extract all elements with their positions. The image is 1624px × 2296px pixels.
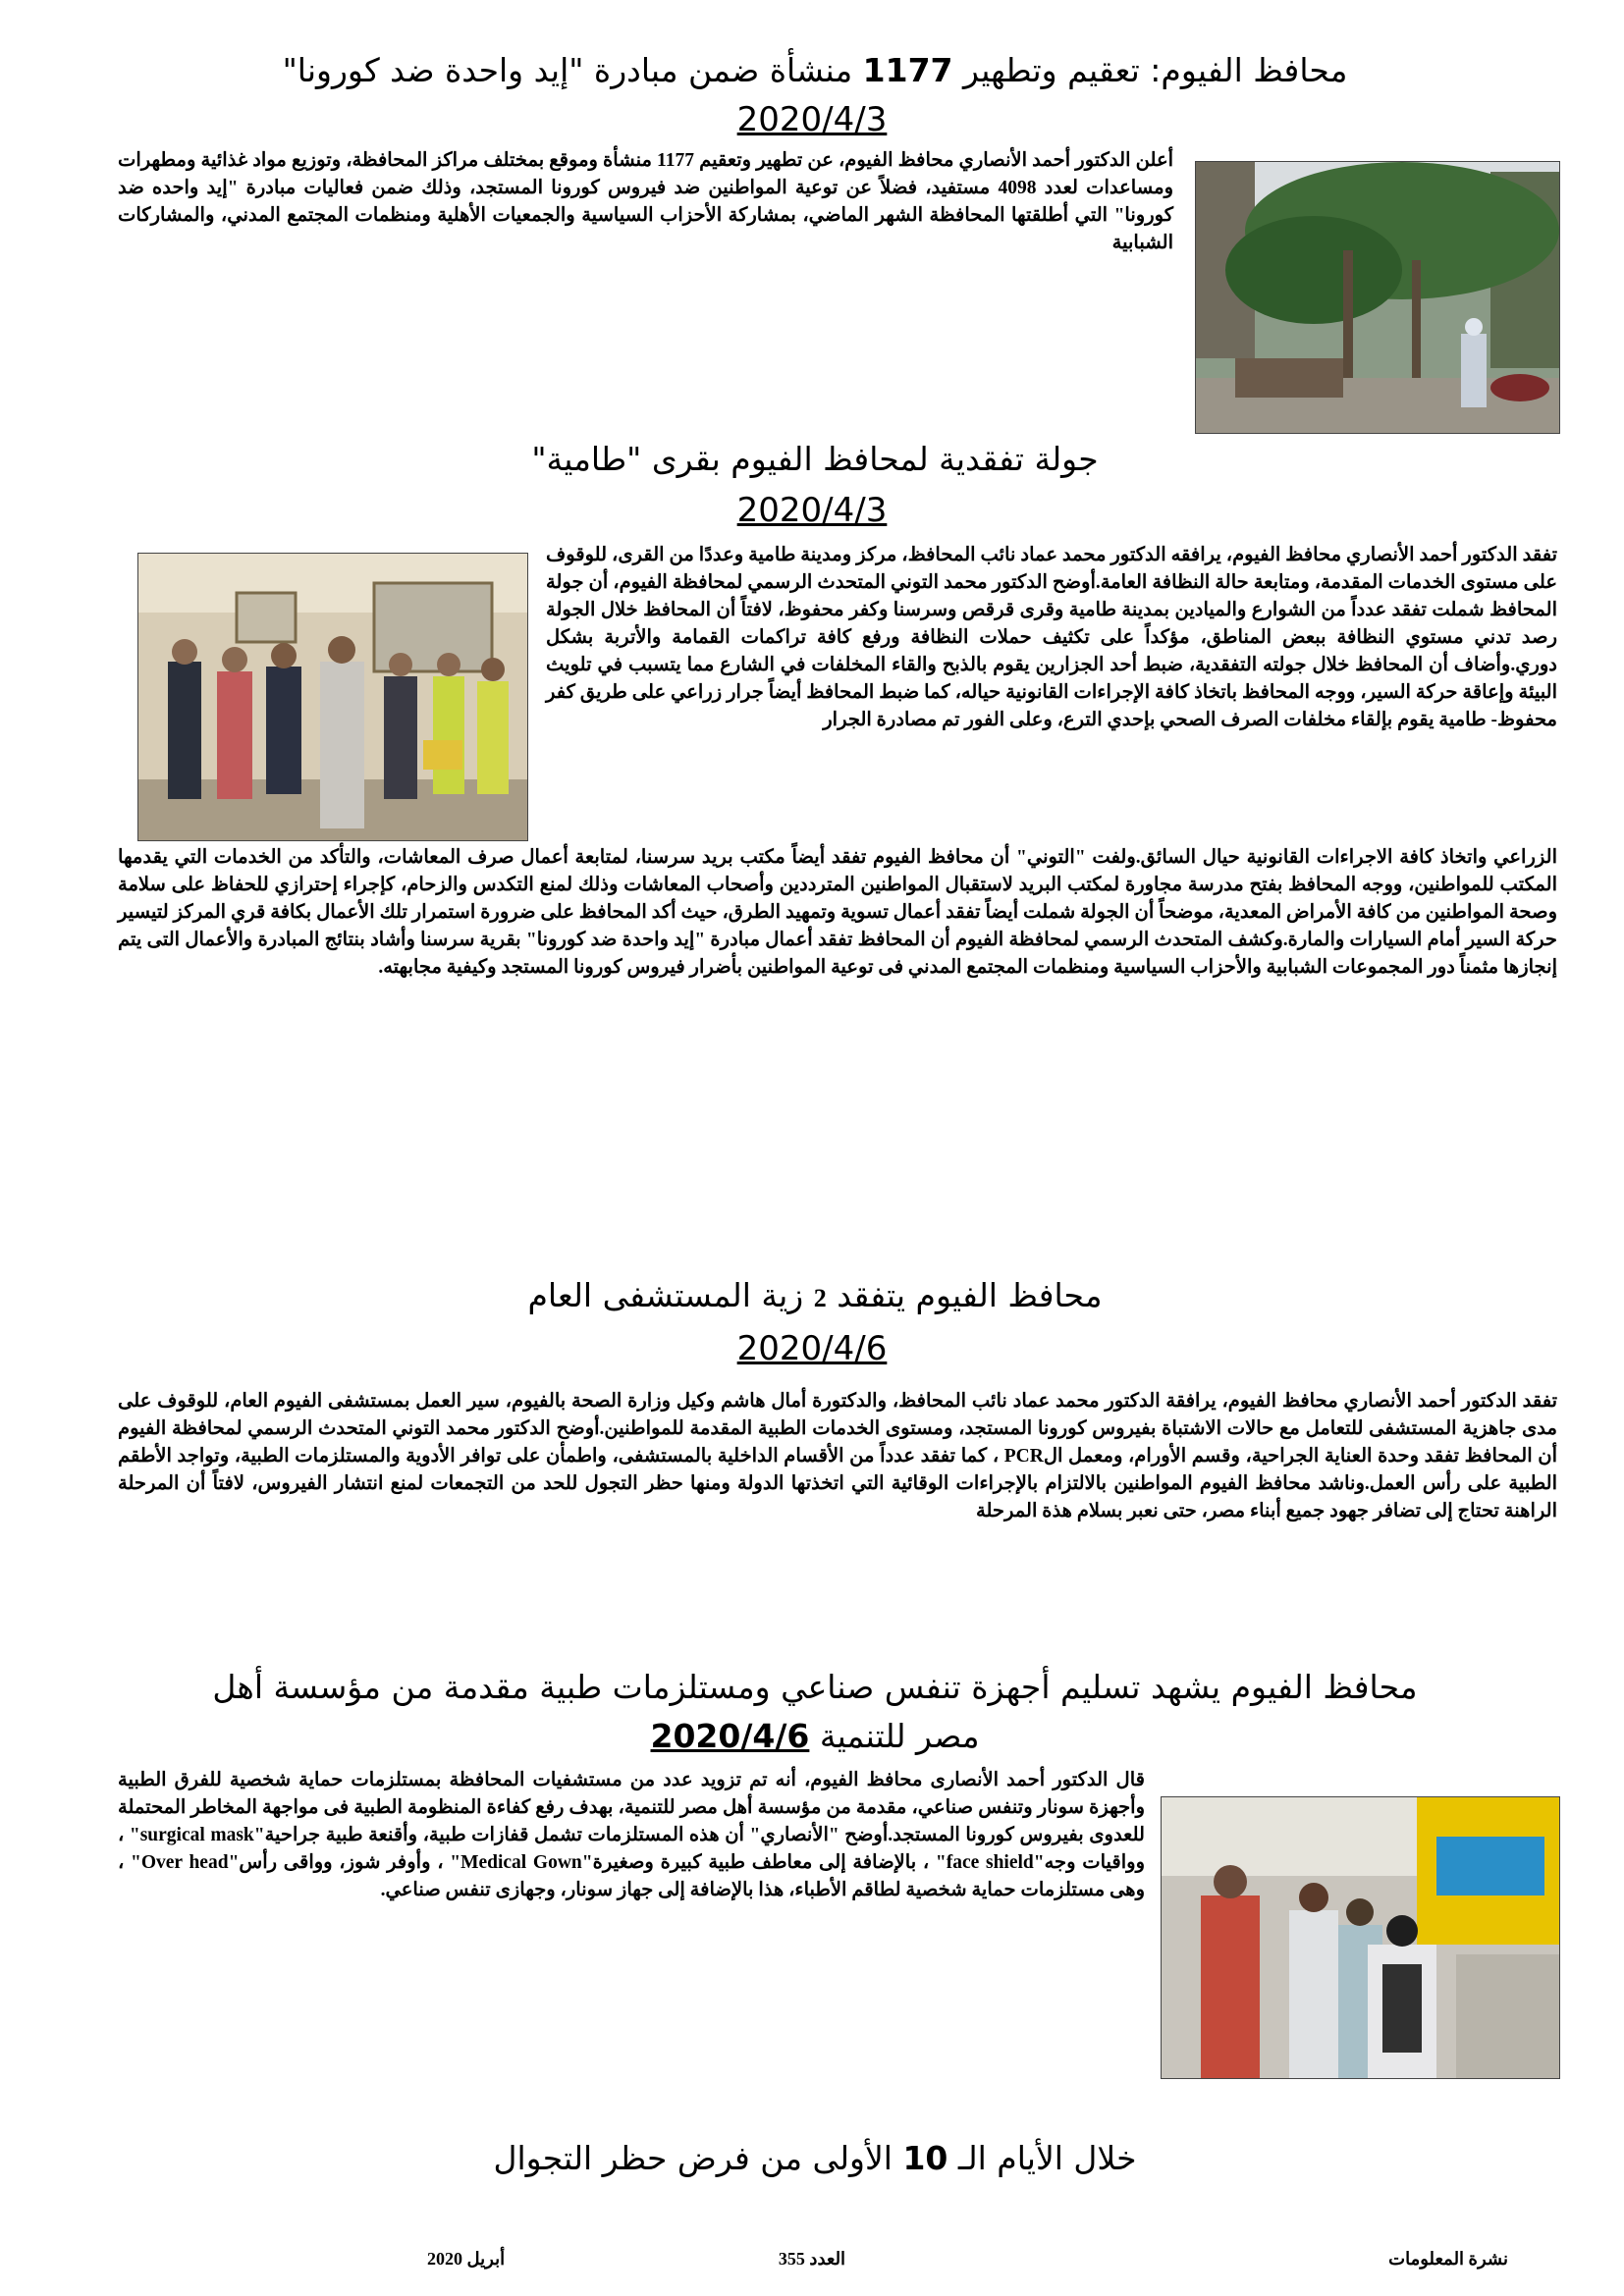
- article-3-title: [118, 1272, 1512, 1322]
- article-1-title-pre: محافظ الفيوم: تعقيم وتطهير: [952, 51, 1348, 89]
- article-1-title: [118, 47, 1512, 94]
- article-1-title-number: 1177: [862, 51, 953, 89]
- footer-issue: العدد 355: [778, 2249, 846, 2269]
- article-3-title-post: زية المستشفى العام: [527, 1276, 804, 1314]
- article-1-title-post: منشأة ضمن مبادرة "إيد واحدة ضد كورونا": [282, 51, 863, 89]
- article-4-photo: [1161, 1796, 1560, 2079]
- article-3-date: 2020/4/6: [736, 1329, 888, 1368]
- article-5-title: [118, 2135, 1512, 2182]
- article-4-title-line1: محافظ الفيوم يشهد تسليم أجهزة تنفس صناعي ومستلزمات طبية مقدمة من مؤسسة أهل: [212, 1668, 1418, 1706]
- footer-publication: نشرة المعلومات: [1388, 2249, 1508, 2269]
- article-3-body: تفقد الدكتور أحمد الأنصاري محافظ الفيوم، يرافقة الدكتور محمد عماد نائب المحافظ، والدكتورة أمال هاشم وكيل وزارة الصحة بالفيوم، سير العمل بمستشفى الفيوم العام، للوقوف على مدى جاهزية المستشفى للتعامل مع حالات الاشتباة بفيروس كورونا المستجد، ومستوى الخدمات الطبية المقدمة للمواطنين.أوضح الدكتور محمد التوني المتحدث الرسمي لمحافظة الفيوم أن المحافظ تفقد وحدة العناية الجراحية، وقسم الأورام، ومعمل الPCR ، كما تفقد عدداً من الأقسام الداخلية بالمستشفى، واطمأن على توافر الأدوية والمستلزمات الطبية، وتواجد الأطقم الطبية على رأس العمل.وناشد محافظ الفيوم المواطنين بالالتزام بالإجراءات الوقائية التي اتخذتها الدولة ومنها حظر التجول للحد من التجمعات لمنع انتشار الفيروس، لافتاً أن المرحلة الراهنة تحتاج إلى تضافر جهود جميع أبناء مصر، حتى نعبر بسلام هذة المرحلة: [118, 1391, 1558, 1522]
- article-2-title: جولة تفقدية لمحافظ الفيوم بقرى "طامية": [531, 440, 1099, 478]
- article-3-title-number: 2: [813, 1284, 827, 1312]
- article-4-date: 2020/4/6: [650, 1717, 810, 1755]
- article-3-title-pre: محافظ الفيوم يتفقد: [837, 1276, 1103, 1314]
- article-2-body-wrapped: تفقد الدكتور أحمد الأنصاري محافظ الفيوم، يرافقه الدكتور محمد عماد نائب المحافظ، مركز ومدينة طامية وعددًا من القرى، للوقوف على مستوى الخدمات المقدمة، ومتابعة حالة النظافة العامة.أوضح الدكتور محمد التوني المتحدث الرسمي لمحافظة الفيوم، أن جولة المحافظ شملت تفقد عدداً من الشوارع والميادين بمدينة طامية وقرى قرقص وسرسنا وكفر محفوظ، لافتاً أن المحافظ خلال الجولة رصد تدني مستوي النظافة ببعض المناطق، مؤكداً على تكثيف حملات النظافة ورفع كافة تراكمات القمامة والأتربة بشكل دوري.وأضاف أن المحافظ خلال جولته التفقدية، ضبط أحد الجزارين يقوم بالذبح والقاء المخلفات في الشارع مما يتسبب في تلويث البيئة وإعاقة حركة السير، ووجه المحافظ باتخاذ كافة الإجراءات القانونية حياله، كما ضبط المحافظ أيضاً جرار زراعي على طريق كفر محفوظ- طامية يقوم بإلقاء مخلفات الصرف الصحي بإحدي الترع، وعلى الفور تم مصادرة الجرار: [546, 545, 1557, 730]
- article-4-title-line2: [118, 1713, 1512, 1760]
- article-2-photo: [137, 553, 528, 841]
- article-4-title-line2-text: مصر للتنمية: [819, 1717, 980, 1755]
- footer-month: أبريل 2020: [427, 2249, 506, 2269]
- article-5-title-pre: خلال الأيام الـ: [947, 2139, 1137, 2177]
- article-1-body: أعلن الدكتور أحمد الأنصاري محافظ الفيوم، عن تطهير وتعقيم 1177 منشأة وموقع بمختلف مراكز المحافظة، وتوزيع مواد غذائية ومطهرات ومساعدات لعدد 4098 مستفيد، فضلاً عن توعية المواطنين ضد فيروس كورونا المستجد، وذلك ضمن فعاليات مبادرة "إيد واحده ضد كورونا" التي أطلقتها المحافظة الشهر الماضي، بمشاركة الأحزاب السياسية والجمعيات الأهلية ومنظمات المجتمع المدني، والمشاركات الشبابية: [118, 150, 1173, 253]
- article-1-date: 2020/4/3: [736, 100, 888, 139]
- article-4-body: قال الدكتور أحمد الأنصارى محافظ الفيوم، أنه تم تزويد عدد من مستشفيات المحافظة بمستلزمات حماية شخصية للفرق الطبية وأجهزة سونار وتنفس صناعي، مقدمة من مؤسسة أهل مصر للتنمية، بهدف رفع كفاءة المنظومة الطبية فى مواجهة المخاطر المحتملة للعدوى بفيروس كورونا المستجد.أوضح "الأنصاري" أن هذه المستلزمات تشمل قفازات طبية، وأقنعة طبية جراحية"surgical mask" ، وواقيات وجه"face shield" ، بالإضافة إلى معاطف طبية كبيرة وصغيرة"Medical Gown" ، وأوفر شوز، وواقى رأس"Over head" ، وهى مستلزمات حماية شخصية لطاقم الأطباء، هذا بالإضافة إلى جهاز سونار، وجهازى تنفس صناعي.: [118, 1770, 1145, 1900]
- article-2-body-full: الزراعي واتخاذ كافة الاجراءات القانونية حيال السائق.ولفت "التوني" أن محافظ الفيوم تفقد أيضاً مكتب بريد سرسنا، لمتابعة أعمال صرف المعاشات، والتأكد من الخدمات التي يقدمها المكتب للمواطنين، ووجه المحافظ بفتح مدرسة مجاورة لمكتب البريد لاستقبال المواطنين المترددين وأصحاب المعاشات وذلك لمنع التكدس والزحام، كإجراء إحترازي للحفاظ على سلامة وصحة المواطنين من كافة الأمراض المعدية، موضحاً أن الجولة شملت أيضاً تفقد أعمال تسوية وتمهيد الطرق، حيث أكد المحافظ على ضرورة استمرار تلك الأعمال بكافة قري المركز لتيسير حركة السير أمام السيارات والمارة.وكشف المتحدث الرسمي لمحافظة الفيوم أن المحافظ تفقد أعمال مبادرة "إيد واحدة ضد كورونا" بقرية سرسنا وأشاد بنتائج المبادرة والأعمال التى يتم إنجازها مثمناً دور المجموعات الشبابية والأحزاب السياسية ومنظمات المجتمع المدني فى توعية المواطنين بأضرار فيروس كورونا المستجد وكيفية مجابهته.: [118, 847, 1557, 978]
- article-2-date: 2020/4/3: [736, 491, 888, 530]
- article-5-title-number: 10: [902, 2139, 948, 2177]
- article-5-title-post: الأولى من فرض حظر التجوال: [493, 2139, 903, 2177]
- article-1-photo: [1195, 161, 1560, 434]
